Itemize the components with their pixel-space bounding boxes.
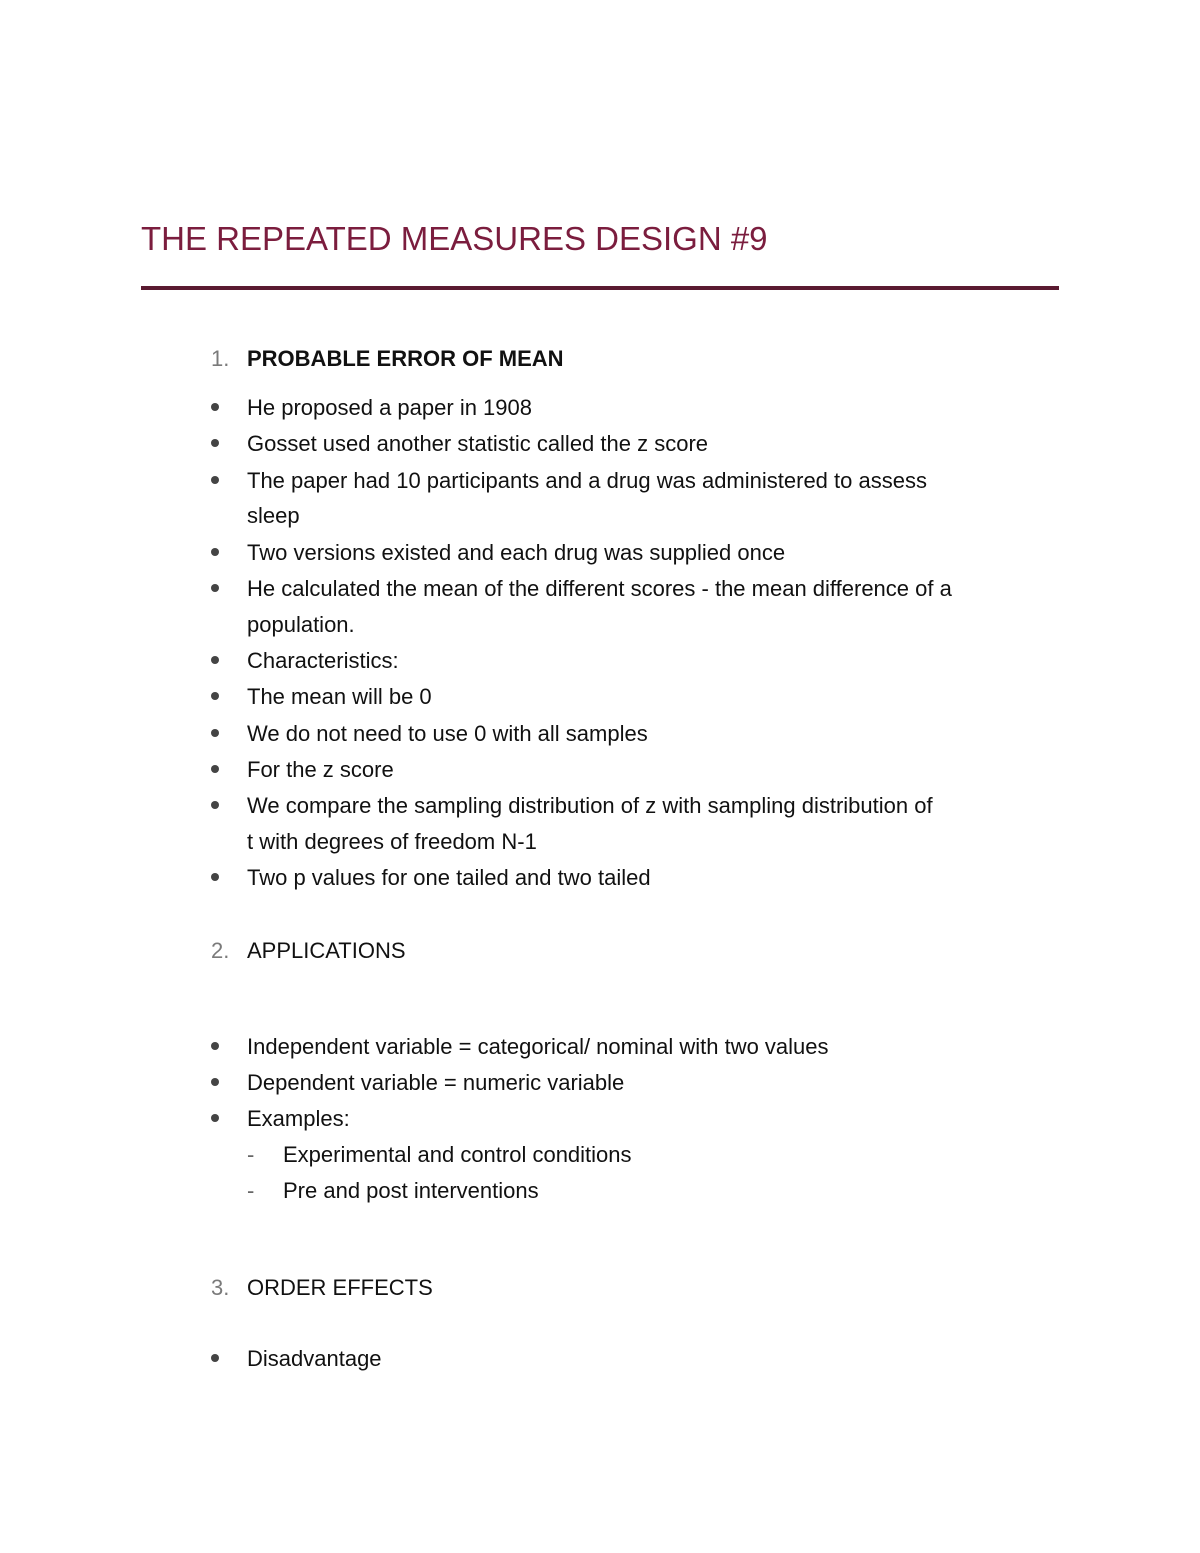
list-item-text: Two p values for one tailed and two tailed xyxy=(247,865,651,890)
bullet-icon xyxy=(211,1042,219,1050)
list-item-text: t with degrees of freedom N-1 xyxy=(247,829,537,854)
dash-marker: - xyxy=(247,1178,255,1203)
dash-marker: - xyxy=(247,1142,255,1167)
bullet-icon xyxy=(211,584,219,592)
sub-list-item-text: Pre and post interventions xyxy=(283,1178,539,1203)
section-title: APPLICATIONS xyxy=(247,938,406,963)
bullet-icon xyxy=(211,729,219,737)
list-item-text: population. xyxy=(247,612,355,637)
bullet-icon xyxy=(211,403,219,411)
bullet-icon xyxy=(211,1354,219,1362)
list-item-text: We do not need to use 0 with all samples xyxy=(247,721,648,746)
bullet-icon xyxy=(211,692,219,700)
bullet-icon xyxy=(211,1114,219,1122)
list-item-text: The mean will be 0 xyxy=(247,684,432,709)
bullet-icon xyxy=(211,476,219,484)
list-item-text: Gosset used another statistic called the z score xyxy=(247,431,709,456)
section-title: ORDER EFFECTS xyxy=(247,1275,433,1300)
bullet-icon xyxy=(211,1078,219,1086)
list-item-text: Dependent variable = numeric variable xyxy=(247,1070,625,1095)
list-item-text: sleep xyxy=(247,503,300,528)
list-item-text: The paper had 10 participants and a drug was administered to assess xyxy=(247,468,927,493)
section-number: 3. xyxy=(211,1275,230,1300)
list-item-text: Independent variable = categorical/ nominal with two values xyxy=(247,1034,829,1059)
bullet-icon xyxy=(211,439,219,447)
list-item-text: He proposed a paper in 1908 xyxy=(247,395,532,420)
section-number: 2. xyxy=(211,938,230,963)
sub-list-item-text: Experimental and control conditions xyxy=(283,1142,632,1167)
section-number: 1. xyxy=(211,346,230,371)
bullet-icon xyxy=(211,548,219,556)
bullet-icon xyxy=(211,656,219,664)
section-title: PROBABLE ERROR OF MEAN xyxy=(247,346,564,371)
list-item-text: For the z score xyxy=(247,757,394,782)
bullet-icon xyxy=(211,873,219,881)
list-item-text: We compare the sampling distribution of z with sampling distribution of xyxy=(247,793,933,818)
list-item-text: He calculated the mean of the different scores - the mean difference of a xyxy=(247,576,952,601)
page-title: THE REPEATED MEASURES DESIGN #9 xyxy=(141,220,768,257)
title-underline xyxy=(141,286,1059,290)
bullet-icon xyxy=(211,801,219,809)
list-item-text: Characteristics: xyxy=(247,648,399,673)
list-item-text: Examples: xyxy=(247,1106,350,1131)
bullet-icon xyxy=(211,765,219,773)
list-item-text: Disadvantage xyxy=(247,1346,382,1371)
list-item-text: Two versions existed and each drug was supplied once xyxy=(247,540,786,565)
